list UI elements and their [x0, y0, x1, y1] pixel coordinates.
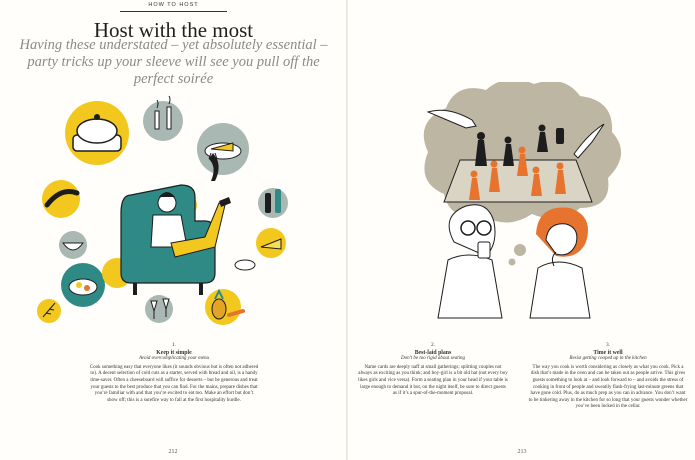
column-body: The way you cook is worth considering as closely as what you cook. Pick a dish that’s made in the oven and can be taken out as people arrive. This gives guests something to look at – and look forward to – and avoids the stress of cooking in front of people and sweatily flash-frying last-minute greens that have gone cold. Plus, do as much prep as you can in advance. You don’t want to be tinkering away in the kitchen for so long that your guests wonder whether you’ve been locked in the cellar.	[528, 364, 688, 410]
column-body: Name cards are deeply naff at small gatherings; splitting couples not always as exciting as you think; and boy-girl is a bit old hat (not every boy likes girls and vice versa). Form a seating plan in your head if your table is large enough to demand it but, on the night itself, be sure to direct guests as if it’s a spur-of-the-moment proposal.	[358, 364, 508, 397]
column-best-laid-plans	[358, 342, 508, 398]
column-number: 2.	[430, 342, 436, 348]
page-number-left: 212	[168, 449, 178, 455]
column-time-it-well	[528, 342, 688, 411]
candles-circle	[143, 101, 183, 141]
standfirst: Having these understated – yet absolutely essential – party tricks up your sleeve will see you pull off the perfect soirée	[19, 37, 328, 87]
column-heading: Best-laid plans	[414, 349, 452, 356]
column-body: Cook something easy that everyone likes (it sounds obvious but is often not adhered to). A decent selection of cold cuts as a starter, served with bread and oil, is a handy time-saver. Often a cheeseboard will suffice for desserts – but be generous and treat your guests to the best produce that you can find. For the mains, prepare dishes that you’re familiar with and that you’re excited to eat too. Make an effort but don’t show off; this is a surefire way to fall at the first hospitality hurdle.	[89, 364, 259, 403]
column-heading: Keep it simple	[156, 349, 192, 356]
column-subheading: Don’t be too rigid about seating	[400, 356, 466, 362]
section-label: HOW TO HOST	[148, 2, 199, 8]
guest-woman	[530, 208, 590, 318]
column-number: 1.	[171, 342, 177, 348]
column-subheading: Resist getting cooped up in the kitchen	[569, 356, 647, 362]
seating-plan-illustration	[408, 82, 640, 322]
left-page	[0, 0, 347, 460]
bottles-circle	[258, 188, 288, 218]
thought-dot-small	[509, 259, 516, 266]
column-heading: Time it well	[593, 349, 623, 356]
baguette-circle	[42, 180, 80, 218]
page-title: Host with the most	[93, 18, 254, 42]
host-illustration	[35, 95, 310, 335]
column-keep-it-simple	[89, 342, 259, 404]
game-board	[444, 160, 592, 202]
guest-man	[438, 205, 502, 318]
title-rule	[120, 11, 227, 12]
right-page	[348, 0, 695, 460]
column-subheading: Avoid overcomplicating your menu	[139, 356, 209, 362]
page-number-right: 213	[517, 449, 527, 455]
thought-dot-large	[514, 244, 526, 256]
herb-circle	[37, 299, 61, 323]
column-number: 3.	[605, 342, 611, 348]
